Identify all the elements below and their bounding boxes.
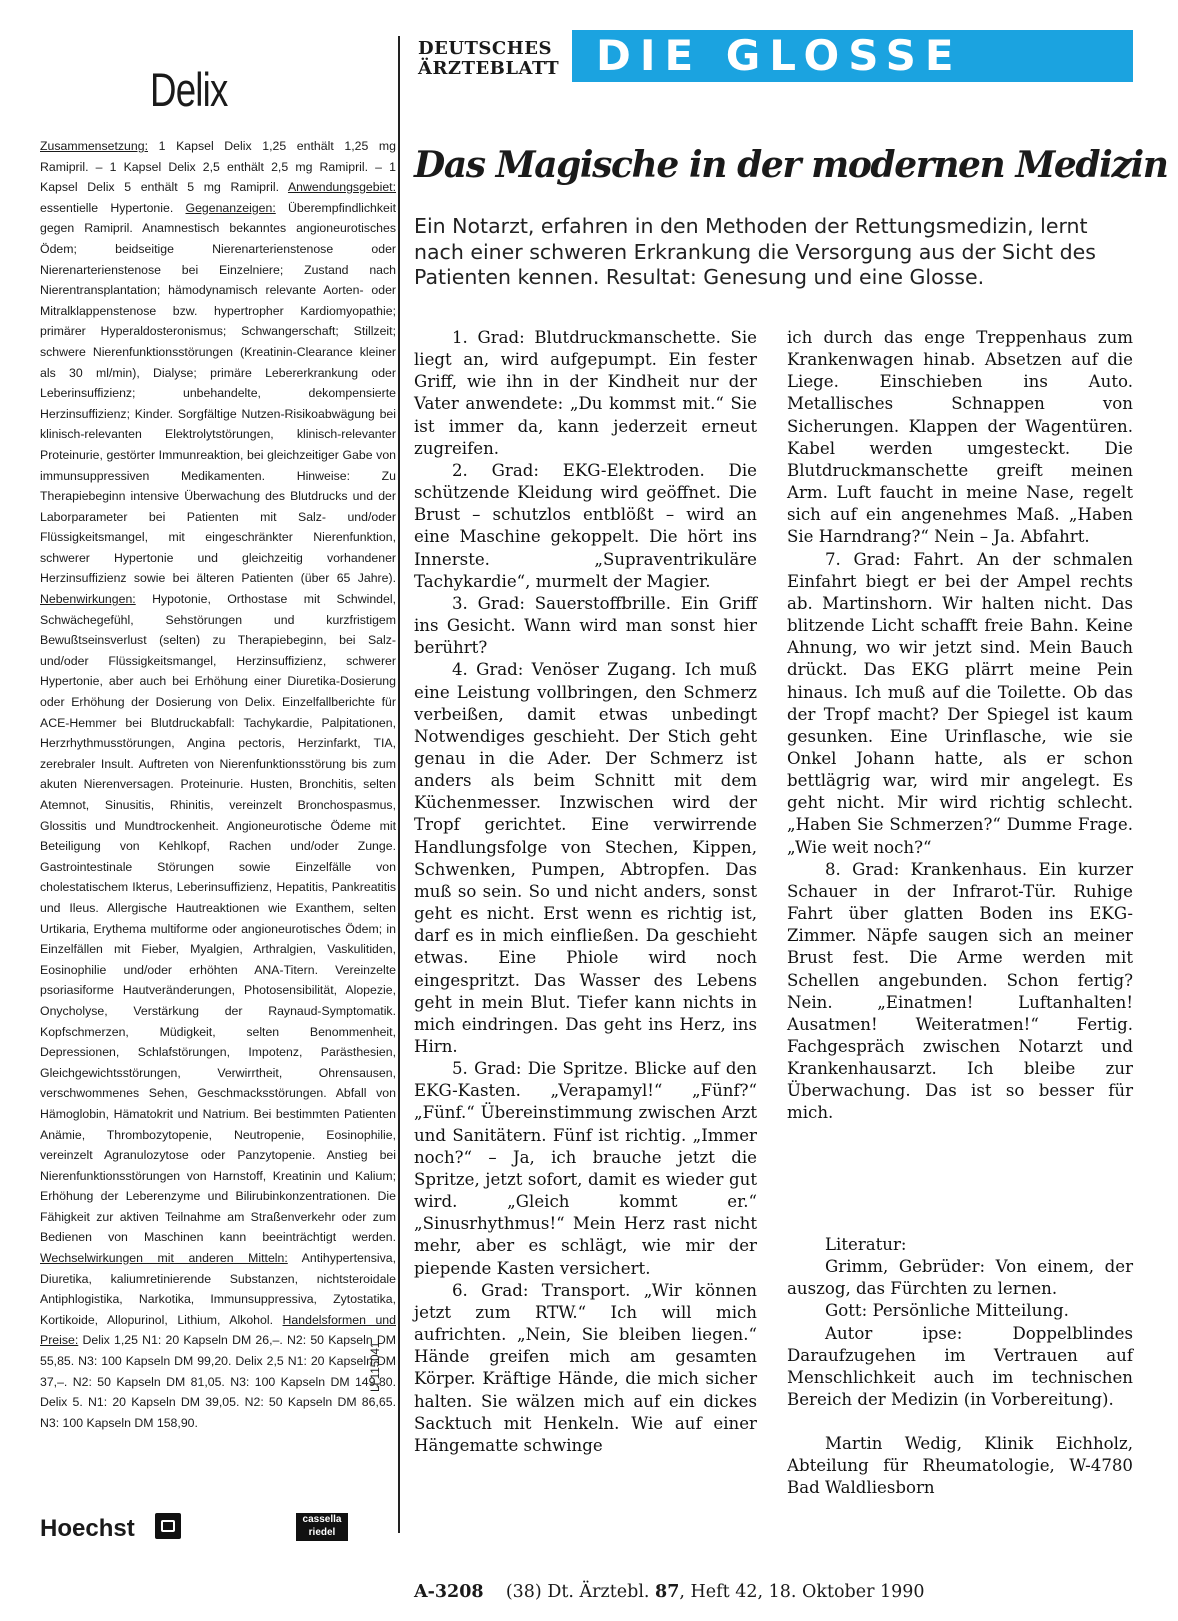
section-title: DIE GLOSSE (596, 31, 963, 80)
article-column-2: ich durch das enge Treppenhaus zum Krankenwagen hinab. Absetzen auf die Liege. Einschieben ins Auto. Metallisches Schnappen von Sicherungen. Klappen der Wagentüren. Kabel werden umgesteckt. Die Blutdruckmanschette greift meinen Arm. Luft faucht in meine Nase, regelt sich auf ein angenehmes Maß. „Haben Sie Harndrang?“ Nein – Ja. Abfahrt. 7. Grad: Fahrt. An der schmalen Einfahrt biegt er bei der Ampel rechts ab. Martinshorn. Wir halten nicht. Das blitzende Licht schafft freie Bahn. Keine Ahnung, wo wir jetzt sind. Mein Bauch drückt. Das EKG plärrt meine Pein hinaus. Ich muß auf die Toilette. Ob das der Tropf macht? Der Spiegel ist kaum gesunken. Eine Urinflasche, wie sie Onkel Johann hatte, als er schon bettlägrig war, wird mir angelegt. Es geht nicht. Mir wird richtig schlecht. „Haben Sie Schmerzen?“ Dumme Frage. „Wie weit noch?“ 8. Grad: Krankenhaus. Ein kurzer Schauer in der Infrarot-Tür. Ruhige Fahrt über glatten Boden ins EKG-Zimmer. Näpfe saugen sich an meiner Brust fest. Die Arme werden mit Schellen angebunden. Schon fertig? Nein. „Einatmen! Luftanhalten! Ausatmen! Weiteratmen!“ Fertig. Fachgespräch zwischen Notarzt und Krankenhausarzt. Ich bleibe zur Überwachung. Das ist so besser für mich. (787, 328, 1133, 1123)
column-divider (398, 36, 400, 1533)
article-headline: Das Magische in der modernen Medizin (414, 144, 1168, 186)
article-lead: Ein Notarzt, erfahren in den Methoden der Rettungsmedizin, lernt nach einer schweren Erkrankung die Versorgung aus der Sicht des Patienten kennen. Resultat: Genesung und eine Glosse. (414, 214, 1096, 289)
publication-name-line1: DEUTSCHES (418, 38, 552, 59)
article-column-1: 1. Grad: Blutdruckmanschette. Sie liegt an, wird aufgepumpt. Ein fester Griff, wie ihn in der Kindheit nur der Vater anwendete: „Du kommst mit.“ Sie ist immer da, kann jederzeit erneut zugreifen. 2. Grad: EKG-Elektroden. Die schützende Kleidung wird geöffnet. Die Brust – schutzlos entblößt – wird an eine Maschine gekoppelt. Die hört ins Innerste. „Supraventrikuläre Tachykardie“, murmelt der Magier. 3. Grad: Sauerstoffbrille. Ein Griff ins Gesicht. Wann wird man sonst hier berührt? 4. Grad: Venöser Zugang. Ich muß eine Leistung vollbringen, den Schmerz verbeißen, damit etwas unbedingt Notwendiges geschieht. Der Stich geht genau in die Ader. Der Schmerz ist anders als beim Schnitt mit dem Küchenmesser. Inzwischen wird der Tropf gerichtet. Eine verwirrende Handlungsfolge von Stechen, Kippen, Schwenken, Pumpen, Abtropfen. Das muß so sein. So und nicht anders, sonst geht es nicht. Erst wenn es richtig ist, darf es in mich einfließen. Da geschieht etwas. Eine Phiole wird noch eingespritzt. Das Wasser des Lebens geht in mein Blut. Tiefer kann nichts in mich eindringen. Das geht ins Herz, ins Hirn. 5. Grad: Die Spritze. Blicke auf den EKG-Kasten. „Verapamyl!“ „Fünf?“ „Fünf.“ Übereinstimmung zwischen Arzt und Sanitätern. Fünf ist richtig. „Immer noch?“ – Ja, ich brauche jetzt die Spritze, jetzt sofort, damit es wieder gut wird. „Gleich kommt er.“ „Sinusrhythmus!“ Mein Herz rast nicht mehr, aber es schlägt, wie mir der piepende Kasten versichert. 6. Grad: Transport. „Wir können jetzt zum RTW.“ Ich will mich aufrichten. „Nein, Sie bleiben liegen.“ Hände greifen mich am gesamten Körper. Kräftige Hände, die mich sicher halten. Sie wälzen mich auf ein dickes Sacktuch mit Henkeln. Wie auf einer Hängematte schwinge (414, 328, 757, 1455)
cassella-riedel-logo (296, 1513, 348, 1541)
hoechst-logo-icon (155, 1513, 181, 1539)
ad-reference-code: LI 115041 (370, 1341, 382, 1392)
ad-prescribing-info: Zusammensetzung: 1 Kapsel Delix 1,25 enthält 1,25 mg Ramipril. – 1 Kapsel Delix 2,5 enthält 2,5 mg Ramipril. – 1 Kapsel Delix 5 enthält 5 mg Ramipril. Anwendungsgebiet: essentielle Hypertonie. Gegenanzeigen: Überempfindlichkeit gegen Ramipril. Anamnestisch bekanntes angioneurotisches Ödem; beidseitige Nierenarterienstenose oder Nierenarterienstenose bei Einzelniere; Zustand nach Nierentransplantation; hämodynamisch relevante Aorten- oder Mitralklappenstenose bzw. hypertropher Kardiomyopathie; primärer Hyperaldosteronismus; Schwangerschaft; Stillzeit; schwere Nierenfunktionsstörungen (Kreatinin-Clearance kleiner als 30 ml/min), Dialyse; primäre Lebererkrankung oder Leberinsuffizienz; unbehandelte, dekompensierte Herzinsuffizienz; Kinder. Sorgfältige Nutzen-Risikoabwägung bei klinisch-relevanten Elektrolytstörungen, klinisch-relevanter Proteinurie, gestörter Immunreaktion, bei gleichzeitiger Gabe von immunsuppressiven Medikamenten. Hinweise: Zu Therapiebeginn intensive Überwachung des Blutdrucks und der Laborparameter bei Patienten mit Salz- und/oder Flüssigkeitsmangel, mit eingeschränkter Nierenfunktion, schwerer Hypertonie und gleichzeitig vorhandener Herzinsuffizienz sowie bei älteren Patienten (über 65 Jahre). Nebenwirkungen: Hypotonie, Orthostase mit Schwindel, Schwächegefühl, Sehstörungen und kurzfristigem Bewußtseinsverlust (selten) zu Therapiebeginn, bei Salz- und/oder Flüssigkeitsmangel, Herzinsuffizienz, schwerer Hypertonie, aber auch bei Erhöhung einer Diuretika-Dosierung oder Erhöhung der Dosierung von Delix. Einzelfallberichte für ACE-Hemmer bei Blutdruckabfall: Tachykardie, Palpitationen, Herzrhythmusstörungen, Angina pectoris, Herzinfarkt, TIA, zerebraler Insult. Auftreten von Nierenfunktionsstörung bis zum akuten Nierenversagen. Proteinurie. Husten, Bronchitis, selten Atemnot, Sinusitis, Rhinitis, vereinzelt Bronchospasmus, Glossitis und Mundtrockenheit. Angioneurotische Ödeme mit Beteiligung von Kehlkopf, Rachen und/oder Zunge. Gastrointestinale Störungen sowie Einzelfälle von cholestatischem Ikterus, Leberinsuffizienz, Hepatitis, Pankreatitis und Ileus. Allergische Hautreaktionen wie Exanthem, selten Urtikaria, Erythema multiforme oder angioneurotisches Ödem; in Einzelfällen mit Fieber, Myalgien, Arthralgien, Vaskulitiden, Eosinophilie und/oder erhöhten ANA-Titern. Vereinzelte psoriasiforme Hautveränderungen, Photosensibilität, Alopezie, Onycholyse, Verstärkung der Raynaud-Symptomatik. Kopfschmerzen, Müdigkeit, selten Benommenheit, Depressionen, Schlafstörungen, Impotenz, Parästhesien, Gleichgewichtsstörungen, Verwirrtheit, Ohrensausen, verschwommenes Sehen, Geschmacksstörungen. Abfall von Hämoglobin, Hämatokrit und Natrium. Bei bestimmten Patienten Anämie, Thrombozytopenie, Neutropenie, Eosinophilie, vereinzelt Agranulozytose oder Panzytopenie. Anstieg bei Nierenfunktionsstörungen von Harnstoff, Kreatinin und Kalium; Erhöhung der Leberenzyme und Bilirubinkonzentrationen. Die Fähigkeit zur aktiven Teilnahme am Straßenverkehr oder zum Bedienen von Maschinen kann beeinträchtigt werden. Wechselwirkungen mit anderen Mitteln: Antihypertensiva, Diuretika, kaliumretinierende Substanzen, nichtsteroidale Antiphlogistika, Narkotika, Immunsuppressiva, Zytostatika, Kortikoide, Allopurinol, Lithium, Alkohol. Handelsformen und Preise: Delix 1,25 N1: 20 Kapseln DM 26,–. N2: 50 Kapseln DM 55,85. N3: 100 Kapseln DM 99,20. Delix 2,5 N1: 20 Kapseln DM 37,–. N2: 50 Kapseln DM 81,05. N3: 100 Kapseln DM 149,80. Delix 5. N1: 20 Kapseln DM 39,05. N2: 50 Kapseln DM 86,65. N3: 100 Kapseln DM 158,90. (40, 139, 397, 1430)
publication-name-line2: ÄRZTEBLATT (418, 58, 560, 79)
section-banner (572, 30, 1133, 82)
partner-logo-line2: riedel (308, 1527, 336, 1538)
author-affiliation: Martin Wedig, Klinik Eichholz, Abteilung für Rheumatologie, W-4780 Bad Waldliesborn (787, 1434, 1133, 1498)
manufacturer-logo-text: Hoechst (40, 1515, 135, 1542)
citation: (38) Dt. Ärztebl. 87, Heft 42, 18. Oktober 1990 (505, 1582, 925, 1602)
ad-brand-name: Delix (150, 63, 228, 116)
partner-logo-line1: cassella (302, 1514, 342, 1525)
page-footer (414, 1582, 925, 1602)
literature-section: Literatur: Grimm, Gebrüder: Von einem, der auszog, das Fürchten zu lernen. Gott: Persönliche Mitteilung. Autor ipse: Doppelblindes Daraufzugehen im Vertrauen auf Menschlichkeit auch im technischen Bereich der Medizin (in Vorbereitung). (787, 1235, 1133, 1410)
page-number: A-3208 (414, 1582, 484, 1602)
